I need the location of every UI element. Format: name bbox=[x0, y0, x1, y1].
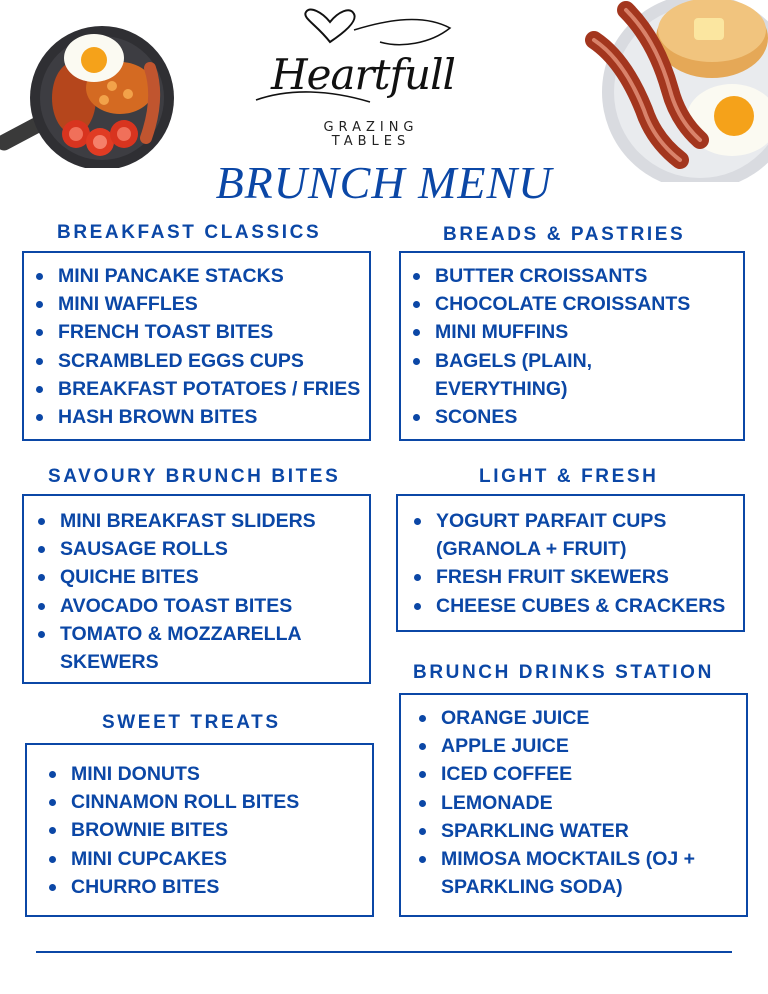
list-item: MINI BREAKFAST SLIDERS bbox=[36, 507, 369, 535]
section-box-sweet bbox=[25, 743, 374, 917]
list-item: CINNAMON ROLL BITES bbox=[47, 788, 372, 816]
section-box-light bbox=[396, 494, 745, 632]
list-item: YOGURT PARFAIT CUPS bbox=[412, 507, 743, 535]
list-item: ORANGE JUICE bbox=[417, 704, 746, 732]
list-item: TOMATO & MOZZARELLA bbox=[36, 620, 369, 648]
page-title: BRUNCH MENU bbox=[215, 157, 553, 208]
list-item: AVOCADO TOAST BITES bbox=[36, 592, 369, 620]
list-item: MINI MUFFINS bbox=[411, 318, 743, 346]
list-item: BROWNIE BITES bbox=[47, 816, 372, 844]
item-list-breads bbox=[411, 262, 743, 431]
list-item: QUICHE BITES bbox=[36, 563, 369, 591]
list-item: MIMOSA MOCKTAILS (OJ + bbox=[417, 845, 746, 873]
list-item: MINI WAFFLES bbox=[34, 290, 369, 318]
list-item: MINI CUPCAKES bbox=[47, 845, 372, 873]
list-item: CHURRO BITES bbox=[47, 873, 372, 901]
bottom-divider bbox=[36, 951, 732, 953]
item-list-sweet bbox=[47, 760, 372, 901]
section-box-breakfast bbox=[22, 251, 371, 441]
list-item: ICED COFFEE bbox=[417, 760, 746, 788]
section-heading-breads: BREADS & PASTRIES bbox=[443, 224, 686, 245]
item-list-light bbox=[412, 507, 743, 620]
list-item: MINI PANCAKE STACKS bbox=[34, 262, 369, 290]
section-heading-drinks: BRUNCH DRINKS STATION bbox=[413, 662, 714, 683]
list-item: FRESH FRUIT SKEWERS bbox=[412, 563, 743, 591]
list-item: HASH BROWN BITES bbox=[34, 403, 369, 431]
list-item: MINI DONUTS bbox=[47, 760, 372, 788]
list-item: BAGELS (PLAIN, bbox=[411, 347, 743, 375]
list-item-continuation: SKEWERS bbox=[60, 651, 159, 674]
section-heading-savoury: SAVOURY BRUNCH BITES bbox=[48, 466, 341, 487]
logo-subtitle-line2: TABLES bbox=[331, 134, 411, 149]
section-heading-sweet: SWEET TREATS bbox=[102, 712, 281, 733]
item-list-savoury bbox=[36, 507, 369, 676]
list-item-continuation: EVERYTHING) bbox=[435, 377, 568, 400]
section-heading-light: LIGHT & FRESH bbox=[479, 466, 659, 487]
section-box-savoury bbox=[22, 494, 371, 684]
section-box-drinks bbox=[399, 693, 748, 917]
list-item: CHOCOLATE CROISSANTS bbox=[411, 290, 743, 318]
item-list-breakfast bbox=[34, 262, 369, 431]
item-list-drinks bbox=[417, 704, 746, 901]
list-item: FRENCH TOAST BITES bbox=[34, 318, 369, 346]
section-box-breads bbox=[399, 251, 745, 441]
list-item: SCONES bbox=[411, 403, 743, 431]
list-item: SAUSAGE ROLLS bbox=[36, 535, 369, 563]
list-item: BREAKFAST POTATOES / FRIES bbox=[34, 375, 369, 403]
pancakes-bacon-plate-illustration bbox=[582, 0, 768, 182]
list-item: SCRAMBLED EGGS CUPS bbox=[34, 347, 369, 375]
list-item: CHEESE CUBES & CRACKERS bbox=[412, 592, 743, 620]
list-item: LEMONADE bbox=[417, 789, 746, 817]
logo-subtitle-line1: GRAZING bbox=[323, 120, 419, 135]
list-item: SPARKLING WATER bbox=[417, 817, 746, 845]
brand-logo bbox=[250, 8, 470, 158]
list-item-continuation: (GRANOLA + FRUIT) bbox=[436, 538, 627, 561]
section-heading-breakfast: BREAKFAST CLASSICS bbox=[57, 222, 322, 243]
frying-pan-breakfast-illustration bbox=[0, 18, 180, 168]
logo-script-text: Heartfull bbox=[271, 50, 455, 99]
list-item-continuation: SPARKLING SODA) bbox=[441, 876, 623, 899]
list-item: BUTTER CROISSANTS bbox=[411, 262, 743, 290]
list-item: APPLE JUICE bbox=[417, 732, 746, 760]
